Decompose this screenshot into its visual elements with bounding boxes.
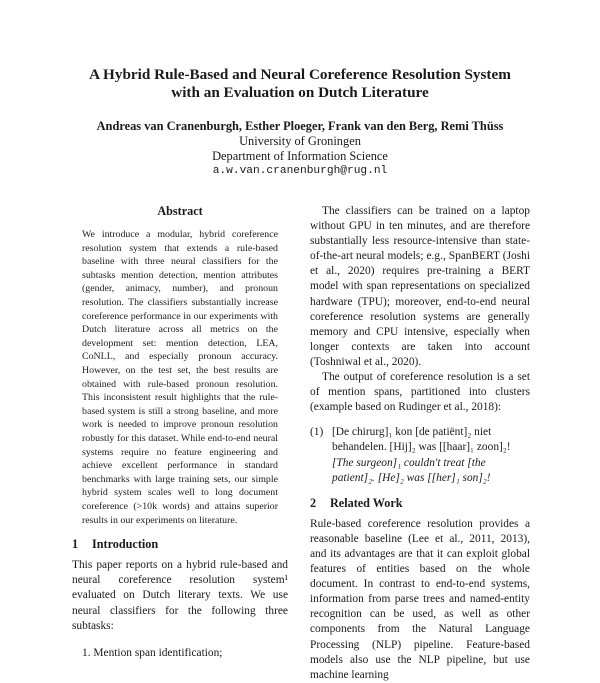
related-work-title: Related Work [330,495,403,510]
affiliation-department: Department of Information Science [212,149,388,163]
affiliation-university: University of Groningen [239,134,361,148]
introduction-number: 1 [72,537,79,552]
related-work-paragraph: Rule-based coreference resolution provides a reasonable baseline (Lee et al., 2011, 2013), and its advantages are that it can exploit global features of entities based on the whole document. In contrast to end-to-end systems, information from parse trees and named-entity recognition can be used, as well as other components from the Natural Language Processing (NLP) pipeline. Feature-based models also use the NLP pipeline, but use machine learning [310,517,530,681]
related-work-number: 2 [310,495,317,510]
introduction-paragraph: This paper reports on a hybrid rule-based and neural coreference resolution system¹ evaluated on Dutch literary texts. We use neural classifiers for the following three subtasks: [72,559,288,632]
author-email: a.w.van.cranenburgh@rug.nl [212,165,388,177]
left-column [72,204,288,661]
list-item: 1. Mention span identification; [82,646,223,659]
abstract-text: We introduce a modular, hybrid coreference resolution system that extends a rule-based baseline with three neural classifiers for the subtasks mention detection, mention attributes (gender, animacy, number), and pronoun resolution. The classifiers substantially increase coreference performance in our experiments with Dutch literature across all metrics on the development set: mention detection, LEA, CoNLL, and especially pronoun accuracy. However, on the test set, the best results are obtained with rule-based pronoun resolution. This inconsistent result highlights that the rule-based system is still a strong baseline, and more work is needed to improve pronoun resolution robustly for this dataset. While end-to-end neural systems require no feature engineering and achieve excellent performance in standard benchmarks with large training sets, our simple hybrid system scales well to long document coreference (>10k words) and attains superior results in our experiments on literature. [82,229,278,526]
example-body [332,425,530,485]
introduction-heading [72,537,288,552]
abstract-heading: Abstract [157,204,203,218]
example-1 [310,425,530,485]
paragraph-output: The output of coreference resolution is a set of mention spans, partitioned into clusters (example based on Rudinger et al., 2018): [310,371,530,414]
paper-title [0,66,600,102]
related-work-heading [310,496,530,511]
author-names: Andreas van Cranenburgh, Esther Ploeger, Frank van den Berg, Remi Thüss [96,119,504,133]
right-column [310,204,530,683]
paragraph-classifiers: The classifiers can be trained on a laptop without GPU in ten minutes, and are therefore substantially less resource-intensive than state-of-the-art neural models; e.g., SpanBERT (Joshi et al., 2020) requires pre-training a BERT model with span representations on specialized hardware (TPU); moreover, end-to-end neural coreference resolution systems are generally memory and CPU intensive, especially when longer contexts are taken into account (Toshniwal et al., 2020). [310,205,530,368]
introduction-title: Introduction [92,537,159,552]
example-dutch: [De chirurg]₁ kon [de patiënt]₂ niet behandelen. [Hij]₂ was [[haar]₁ zoon]₂! [332,426,511,454]
example-number: (1) [310,426,324,439]
author-block [0,119,600,179]
title-line-1: A Hybrid Rule-Based and Neural Coreference Resolution System [89,66,511,83]
title-line-2: with an Evaluation on Dutch Literature [171,84,429,101]
example-english: [The surgeon]₁ couldn't treat [the patient]₂. [He]₂ was [[her]₁ son]₂! [332,456,491,484]
